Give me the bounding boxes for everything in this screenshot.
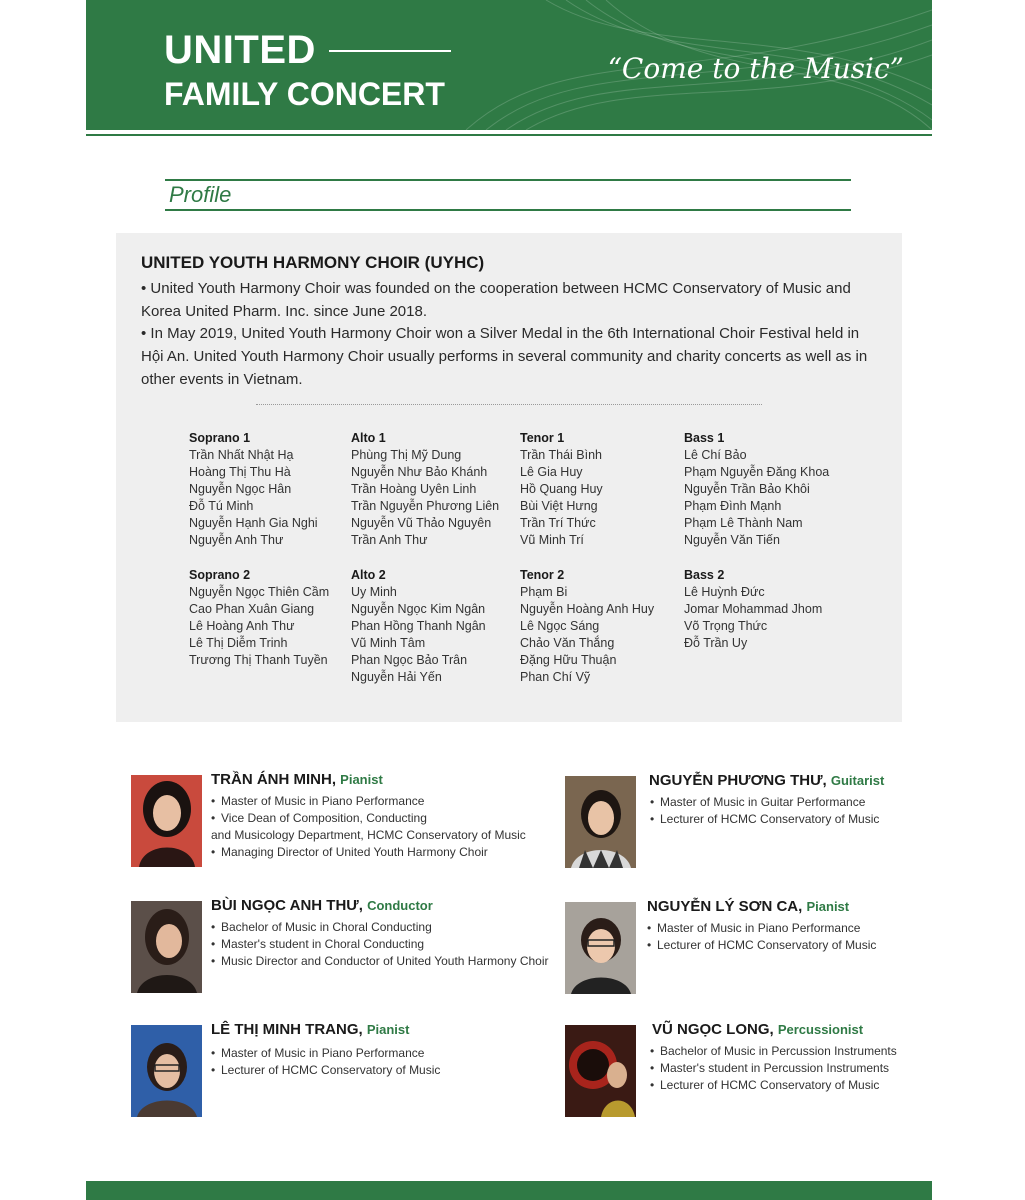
title-rule [329,50,451,52]
member-name: Lê Gia Huy [520,465,583,479]
credential: Lecturer of HCMC Conservatory of Music [660,1078,880,1092]
member-name: Vũ Minh Trí [520,533,584,547]
member-name: Nguyễn Hải Yến [351,670,442,684]
person-credentials: • Bachelor of Music in Percussion Instruments • Master's student in Percussion Instruments • Lecturer of HCMC Conservatory of Music [650,1044,897,1092]
profile-rule-top [165,179,851,181]
member-name: Phạm Nguyễn Đăng Khoa [684,465,830,479]
member-name: Phạm Lê Thành Nam [684,516,803,530]
choir-paragraph-1: • United Youth Harmony Choir was founded on the cooperation between HCMC Conservatory of Music and Korea United Pharm. Inc. since June 2018. [141,280,851,320]
member-name: Trần Trí Thức [520,516,596,530]
member-name: Hoàng Thị Thu Hà [189,465,291,479]
member-name: Trần Nguyễn Phương Liên [351,499,500,513]
member-name: Vũ Minh Tâm [351,636,426,650]
portrait-photo [565,902,636,994]
credential: Master's student in Choral Conducting [221,937,425,951]
person-name: BÙI NGỌC ANH THƯ, Conductor [211,897,433,914]
voice-title: Alto 2 [351,568,386,582]
member-name: Phạm Bi [520,585,568,599]
person-portrait-icon [565,776,636,868]
credential: Master's student in Percussion Instruments [660,1061,890,1075]
member-name: Đỗ Trần Uy [684,636,748,650]
member-name: Võ Trọng Thức [684,619,768,633]
member-name: Nguyễn Anh Thư [189,533,284,547]
header-banner [86,0,932,130]
voice-title: Bass 1 [684,431,725,445]
person-role: Pianist [366,1022,410,1037]
member-name: Trần Nhất Nhật Hạ [189,448,294,462]
person-name: VŨ NGỌC LONG, Percussionist [652,1021,864,1038]
person-name: LÊ THỊ MINH TRANG, Pianist [211,1021,410,1038]
person-credentials: • Master of Music in Piano Performance • Vice Dean of Composition, Conducting and Musicology Department, HCMC Conservatory of Music • Managing Director of United Youth Harmony Choir [211,794,526,859]
member-name: Nguyễn Hạnh Gia Nghi [189,516,318,530]
footer-bar [86,1181,932,1200]
header-underline [86,134,932,136]
member-name: Nguyễn Vũ Thảo Nguyên [351,516,492,530]
member-name: Phan Hồng Thanh Ngân [351,619,486,633]
member-name: Phạm Đình Mạnh [684,499,782,513]
portrait-photo [131,1025,202,1117]
member-name: Nguyễn Như Bảo Khánh [351,465,488,479]
member-name: Nguyễn Hoàng Anh Huy [520,602,655,616]
profile-rule-bottom [165,209,851,211]
credential: Bachelor of Music in Choral Conducting [221,920,432,934]
portrait-photo [565,1025,636,1117]
voice-column-tenor [520,430,654,686]
voice-title: Tenor 1 [520,431,565,445]
credential: Bachelor of Music in Percussion Instruments [660,1044,897,1058]
member-name: Phùng Thị Mỹ Dung [351,448,462,462]
profile-heading: Profile [169,182,232,207]
portrait-photo [131,775,202,867]
member-name: Nguyễn Ngọc Kim Ngân [351,602,486,616]
person-role: Percussionist [777,1022,864,1037]
credential: Master of Music in Guitar Performance [660,795,866,809]
credential: Music Director and Conductor of United Youth Harmony Choir [221,954,549,968]
member-name: Lê Hoàng Anh Thư [189,619,295,633]
voice-title: Tenor 2 [520,568,565,582]
choir-description [141,278,881,392]
person-role: Pianist [806,899,850,914]
person-portrait-icon [131,901,202,993]
member-name: Phan Ngọc Bảo Trân [351,653,468,667]
person-portrait-icon [565,1025,636,1117]
credential: Managing Director of United Youth Harmony Choir [221,845,488,859]
person-portrait-icon [131,775,202,867]
voice-title: Soprano 2 [189,568,251,582]
member-name: Nguyễn Ngọc Hân [189,482,292,496]
member-name: Lê Thị Diễm Trinh [189,636,288,650]
person-credentials: • Master of Music in Piano Performance • Lecturer of HCMC Conservatory of Music [211,1046,441,1077]
person-credentials: • Master of Music in Guitar Performance • Lecturer of HCMC Conservatory of Music [650,795,880,826]
person-name: NGUYỄN LÝ SƠN CA, Pianist [647,898,850,915]
member-name: Nguyễn Trần Bảo Khôi [684,482,810,496]
person-role: Guitarist [830,773,885,788]
credential: Vice Dean of Composition, Conducting [221,811,427,825]
member-name: Uy Minh [351,585,397,599]
person-name: NGUYỄN PHƯƠNG THƯ, Guitarist [649,772,885,789]
member-name: Trần Anh Thư [351,533,428,547]
member-name: Trần Thái Bình [520,448,602,462]
voice-column-soprano [189,430,329,669]
member-name: Đặng Hữu Thuận [520,653,617,667]
voice-title: Bass 2 [684,568,725,582]
choir-panel [116,233,902,722]
credential: Master of Music in Piano Performance [221,794,425,808]
person-portrait-icon [131,1025,202,1117]
portrait-photo [565,776,636,868]
person-credentials: • Master of Music in Piano Performance • Lecturer of HCMC Conservatory of Music [647,921,877,952]
member-name: Trần Hoàng Uyên Linh [351,482,477,496]
member-name: Cao Phan Xuân Giang [189,602,315,616]
member-name: Phan Chí Vỹ [520,670,591,684]
voice-column-alto [351,430,499,686]
member-name: Hồ Quang Huy [520,482,603,496]
credential: Master of Music in Piano Performance [221,1046,425,1060]
voice-column-bass [684,430,829,652]
member-name: Nguyễn Văn Tiến [684,533,780,547]
concert-title-line1: UNITED [164,28,316,72]
member-name: Chảo Văn Thắng [520,636,615,650]
member-name: Đỗ Tú Minh [189,499,254,513]
member-name: Bùi Việt Hưng [520,499,598,513]
dotted-divider [256,404,762,405]
portrait-photo [131,901,202,993]
person-name: TRẦN ÁNH MINH, Pianist [211,771,383,788]
credential: and Musicology Department, HCMC Conservatory of Music [211,828,526,842]
credential: Lecturer of HCMC Conservatory of Music [657,938,877,952]
member-name: Nguyễn Ngọc Thiên Cầm [189,585,330,599]
choir-title: UNITED YOUTH HARMONY CHOIR (UYHC) [141,253,485,272]
voice-title: Soprano 1 [189,431,251,445]
member-name: Trương Thị Thanh Tuyền [189,653,328,667]
member-name: Jomar Mohammad Jhom [684,602,823,616]
person-credentials: • Bachelor of Music in Choral Conducting • Master's student in Choral Conducting • Music Director and Conductor of United Youth Harmony Choir [211,920,549,968]
credential: Lecturer of HCMC Conservatory of Music [660,812,880,826]
voice-title: Alto 1 [351,431,386,445]
member-name: Lê Chí Bảo [684,448,747,462]
person-portrait-icon [565,902,636,994]
person-role: Pianist [340,772,383,787]
member-name: Lê Ngọc Sáng [520,619,600,633]
person-role: Conductor [367,898,433,913]
choir-paragraph-2: • In May 2019, United Youth Harmony Choir won a Silver Medal in the 6th International Choir Festival held in Hội An. United Youth Harmony Choir usually performs in several community and charity concerts as well as in other events in Vietnam. [141,325,868,388]
credential: Master of Music in Piano Performance [657,921,861,935]
credential: Lecturer of HCMC Conservatory of Music [221,1063,441,1077]
concert-title-line2: FAMILY CONCERT [164,76,445,112]
tagline: “Come to the Music” [607,52,904,85]
member-name: Lê Huỳnh Đức [684,585,765,599]
